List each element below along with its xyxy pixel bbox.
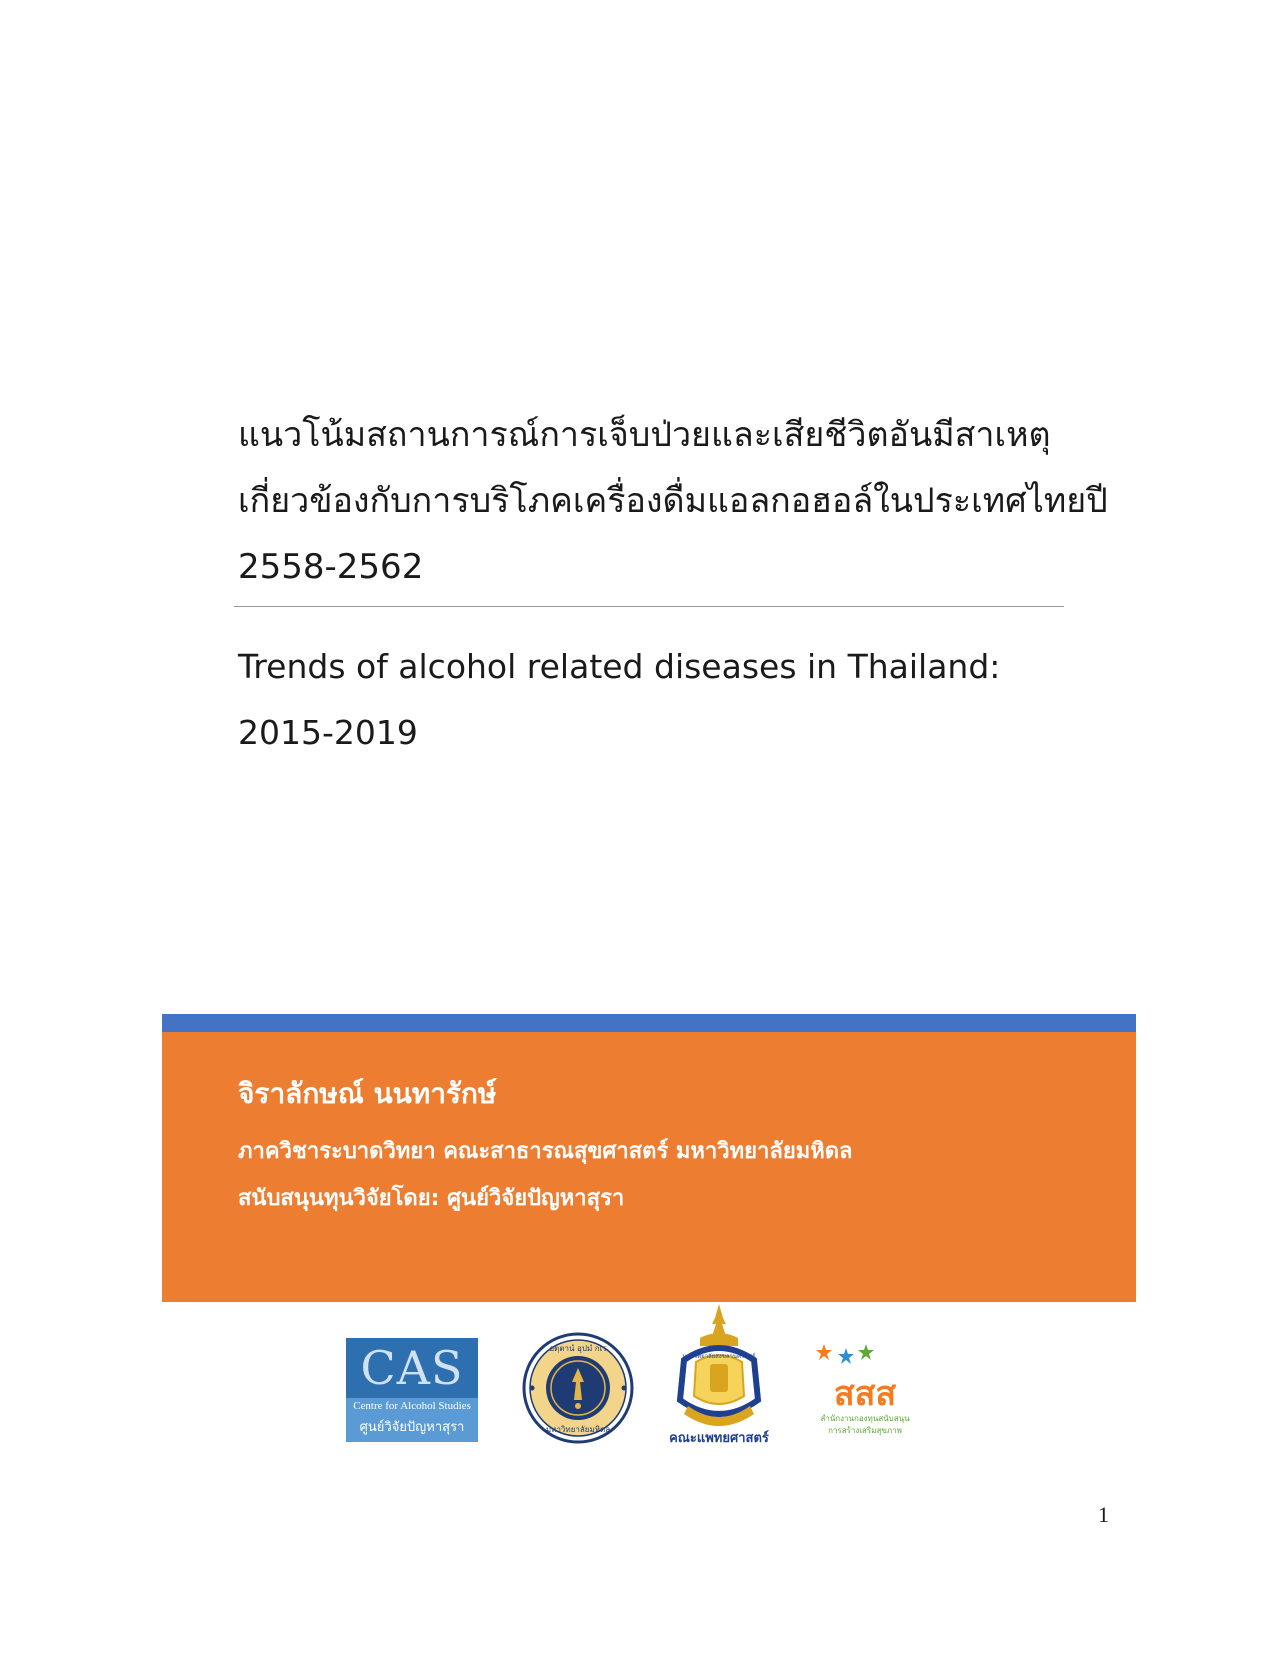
thaihealth-logo <box>810 1342 920 1438</box>
english-title-line-1: Trends of alcohol related diseases in Thailand: <box>238 647 1001 686</box>
thai-title-line-1: แนวโน้มสถานการณ์การเจ็บป่วยและเสียชีวิตอันมีสาเหตุ <box>238 415 1051 455</box>
cas-logo-abbr: CAS <box>360 1341 464 1395</box>
medicine-emblem-ring: มหาวิทยาลัยสงขลานครินทร์ <box>682 1353 756 1360</box>
english-title-line-2: 2015-2019 <box>238 713 418 752</box>
mahidol-seal-ring-top: อตฺตานํ อุปมํ กเร <box>549 1344 607 1353</box>
thaihealth-subtitle-2: การสร้างเสริมสุขภาพ <box>828 1426 902 1435</box>
english-title <box>238 634 1078 766</box>
title-divider <box>234 606 1064 607</box>
thai-title <box>238 402 1108 600</box>
thai-title-line-2: เกี่ยวข้องกับการบริโภคเครื่องดื่มแอลกอฮอล์ในประเทศไทยปี <box>238 481 1108 521</box>
cas-logo-name-en: Centre for Alcohol Studies <box>353 1400 471 1412</box>
thaihealth-wordmark: สสส <box>833 1374 897 1414</box>
faculty-of-medicine-emblem-icon <box>660 1302 778 1450</box>
thaihealth-stars-icon <box>816 1342 876 1368</box>
thaihealth-subtitle-1: สำนักงานกองทุนสนับสนุน <box>820 1414 910 1423</box>
author-affiliation: ภาควิชาระบาดวิทยา คณะสาธารณสุขศาสตร์ มหาวิทยาลัยมหิดล <box>238 1139 853 1164</box>
medicine-emblem-label: คณะแพทยศาสตร์ <box>669 1431 769 1446</box>
mahidol-university-seal-icon <box>522 1332 634 1444</box>
cas-logo-name-th: ศูนย์วิจัยปัญหาสุรา <box>359 1420 465 1435</box>
page-number: 1 <box>1098 1502 1109 1527</box>
author-name: จิราลักษณ์ นนทารักษ์ <box>238 1077 497 1110</box>
funding-statement: สนับสนุนทุนวิจัยโดย: ศูนย์วิจัยปัญหาสุรา <box>238 1186 625 1211</box>
blue-accent-band <box>162 1014 1136 1032</box>
mahidol-seal-ring-bottom: มหาวิทยาลัยมหิดล <box>545 1425 611 1434</box>
cas-logo <box>346 1338 478 1442</box>
thai-title-line-3: 2558-2562 <box>238 547 424 587</box>
